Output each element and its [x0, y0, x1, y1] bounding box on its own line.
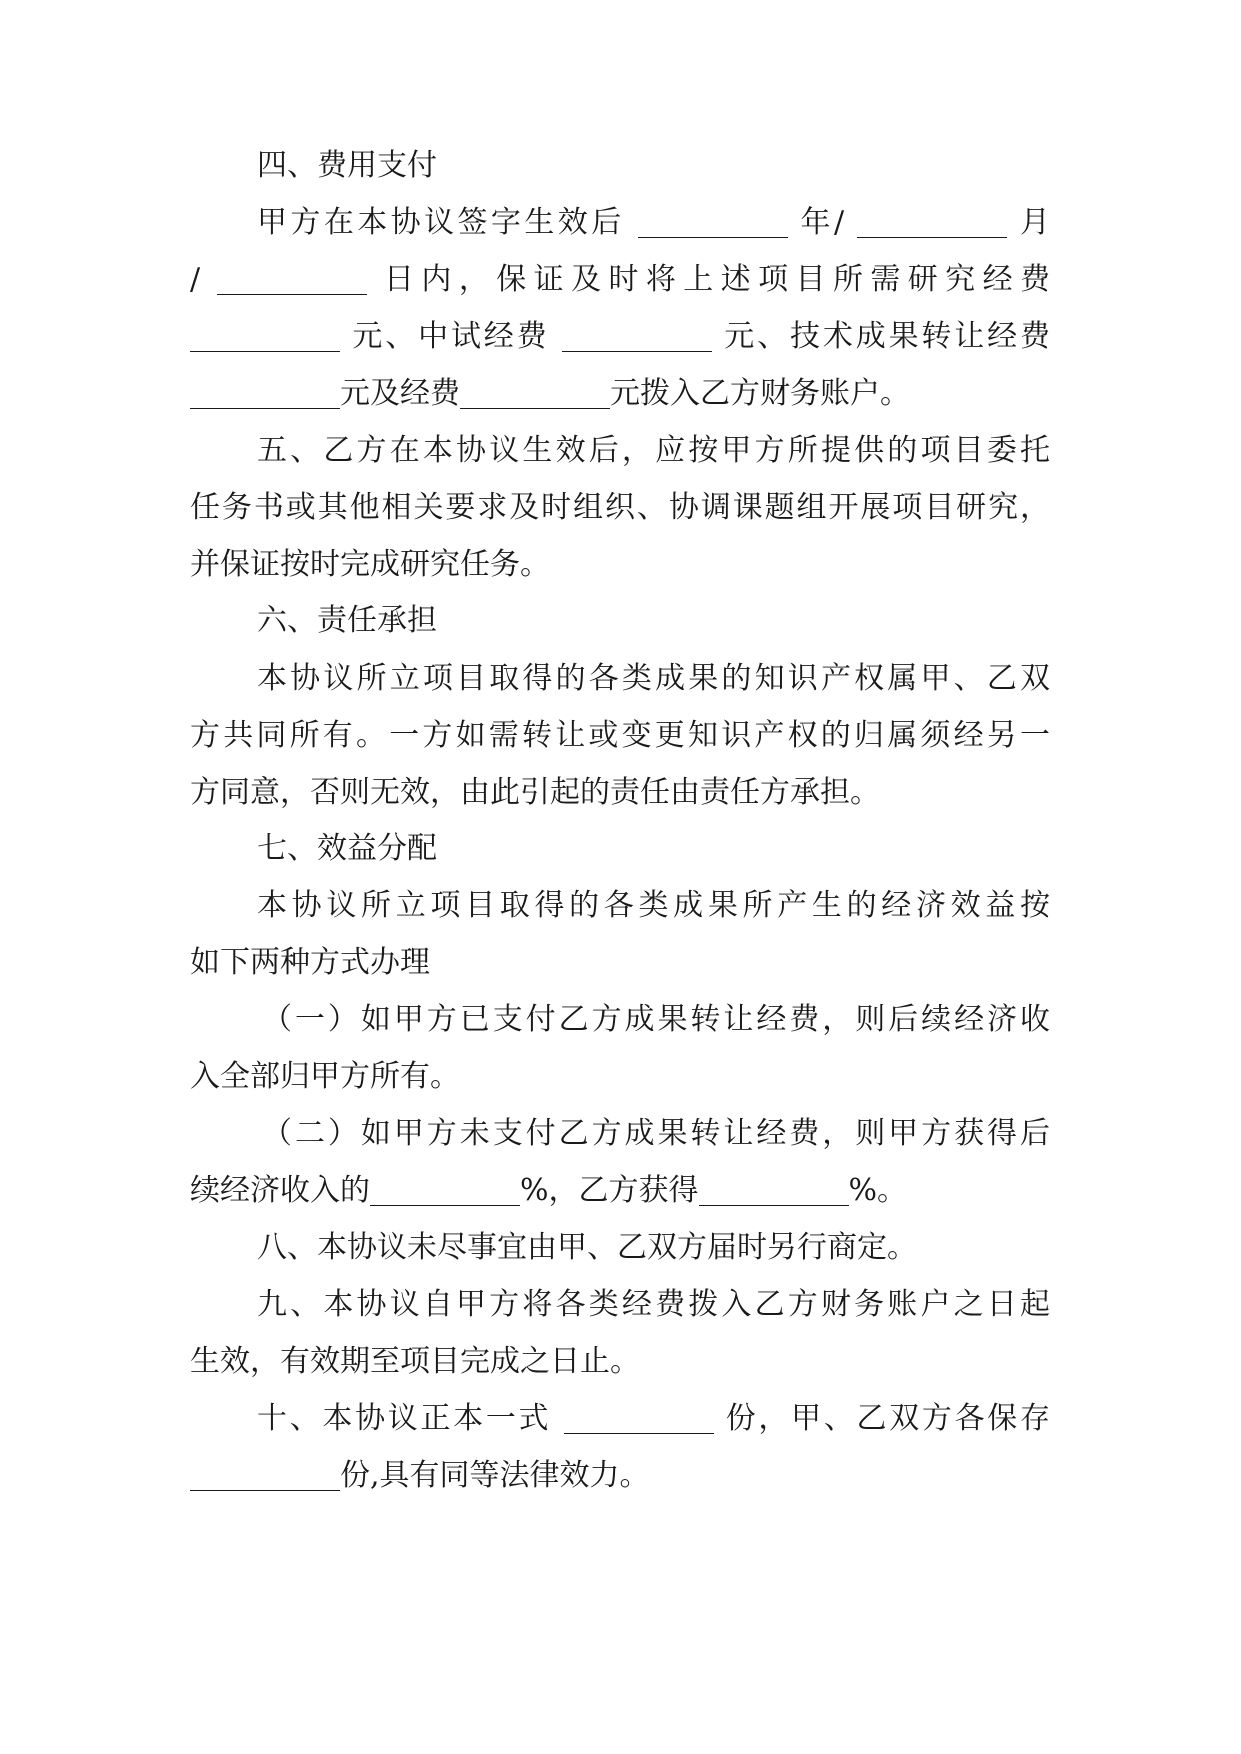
blank-research-fund — [190, 321, 340, 352]
text-segment: 续经济收入的 — [190, 1173, 370, 1208]
section-heading-liability — [257, 601, 1050, 641]
text-segment: %。 — [848, 1173, 908, 1208]
text-segment: 如下两种方式办理 — [190, 945, 430, 980]
blank-day — [217, 264, 367, 295]
heading-text: 七、效益分配 — [257, 831, 437, 866]
text-segment: 元及经费 — [340, 376, 460, 411]
text-segment: 九、本协议自甲方将各类经费拨入乙方财务账户之日起 — [257, 1287, 1050, 1322]
paragraph-line — [190, 1456, 1050, 1496]
text-segment: 份,具有同等法律效力。 — [340, 1458, 650, 1493]
paragraph-line — [257, 203, 1050, 243]
paragraph-line — [262, 1000, 1050, 1040]
text-segment: 甲方在本协议签字生效后 — [257, 205, 625, 240]
text-segment: 元、技术成果转让经费 — [724, 319, 1050, 354]
blank-transfer-fund — [190, 378, 340, 409]
text-segment: 方同意，否则无效，由此引起的责任由责任方承担。 — [190, 775, 880, 810]
text-segment: 入全部归甲方所有。 — [190, 1059, 460, 1094]
text-segment: 生效，有效期至项目完成之日止。 — [190, 1344, 640, 1379]
paragraph-line — [257, 659, 1050, 699]
section-heading-fee-payment — [257, 146, 1050, 186]
text-segment: 月 — [1020, 205, 1050, 240]
text-segment: （一）如甲方已支付乙方成果转让经费，则后续经济收 — [262, 1002, 1050, 1037]
text-segment: 方共同所有。一方如需转让或变更知识产权的归属须经另一 — [190, 718, 1050, 753]
text-segment: 任务书或其他相关要求及时组织、协调课题组开展项目研究， — [190, 490, 1050, 525]
paragraph-line — [190, 317, 1050, 357]
paragraph-line — [257, 1399, 1050, 1439]
blank-pilot-fund — [562, 321, 712, 352]
paragraph-line — [190, 943, 1050, 983]
paragraph-line — [257, 1228, 1050, 1268]
text-segment: 五、乙方在本协议生效后，应按甲方所提供的项目委托 — [257, 433, 1050, 468]
text-segment: 元拨入乙方财务账户。 — [610, 376, 910, 411]
paragraph-line — [262, 1114, 1050, 1154]
paragraph-line — [257, 886, 1050, 926]
text-segment: 份，甲、乙双方各保存 — [725, 1401, 1050, 1436]
text-segment: 年/ — [800, 205, 845, 240]
text-segment: 本协议所立项目取得的各类成果的知识产权属甲、乙双 — [257, 661, 1050, 696]
paragraph-line — [190, 1342, 1050, 1382]
heading-text: 六、责任承担 — [257, 603, 437, 638]
text-segment: 十、本协议正本一式 — [257, 1401, 552, 1436]
paragraph-line — [190, 1171, 1050, 1211]
paragraph-line — [190, 545, 1050, 585]
text-segment: 八、本协议未尽事宜由甲、乙双方届时另行商定。 — [257, 1230, 917, 1265]
paragraph-line — [190, 1057, 1050, 1097]
text-segment: 本协议所立项目取得的各类成果所产生的经济效益按 — [257, 888, 1050, 923]
blank-other-fund — [460, 378, 610, 409]
text-segment: %，乙方获得 — [520, 1173, 699, 1208]
text-segment: （二）如甲方未支付乙方成果转让经费，则甲方获得后 — [262, 1116, 1050, 1151]
blank-copies-total — [564, 1403, 714, 1434]
text-segment: 并保证按时完成研究任务。 — [190, 547, 550, 582]
section-heading-benefit-distribution — [257, 829, 1050, 869]
text-segment: / — [190, 262, 201, 297]
blank-month — [857, 207, 1007, 238]
blank-party-b-percent — [699, 1175, 849, 1206]
text-segment: 日内，保证及时将上述项目所需研究经费 — [384, 262, 1050, 297]
paragraph-line — [190, 716, 1050, 756]
paragraph-line — [190, 260, 1050, 300]
paragraph-line — [190, 488, 1050, 528]
paragraph-line — [257, 1285, 1050, 1325]
blank-year — [638, 207, 788, 238]
text-segment: 元、中试经费 — [352, 319, 550, 354]
blank-copies-each — [190, 1460, 340, 1491]
paragraph-line — [257, 431, 1050, 471]
paragraph-line — [190, 773, 1050, 813]
heading-text: 四、费用支付 — [257, 148, 437, 183]
paragraph-line — [190, 374, 1050, 414]
blank-party-a-percent — [370, 1175, 520, 1206]
